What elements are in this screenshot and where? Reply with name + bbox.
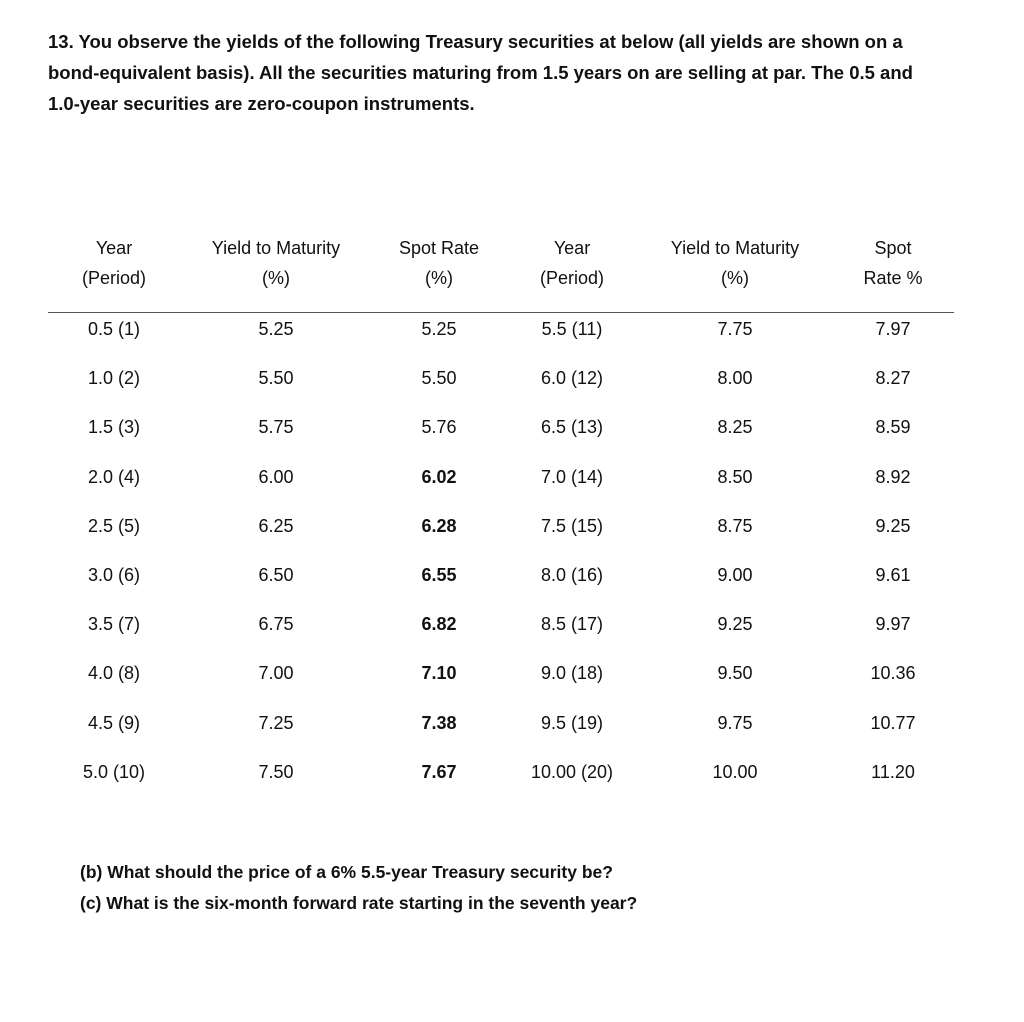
table-cell-r5-c5: 8.75 [717,516,753,536]
table-cell-r10-c3: 7.67 [421,762,457,782]
problem-line-2: bond-equivalent basis). All the securities maturing from 1.5 years on are selling at par. The 0.5 and [48,62,913,83]
table-cell-r5-c6: 9.25 [875,516,911,536]
table-cell-r8-c4: 9.0 (18) [540,663,604,683]
table-cell-r1-c4: 5.5 (11) [541,319,603,339]
table-cell-r4-c2: 6.00 [258,467,294,487]
table-cell-r8-c2: 7.00 [258,663,294,683]
header-spot-rate-2-2: Rate % [863,268,923,288]
table-cell-r5-c1: 2.5 (5) [87,516,141,536]
table-cell-r1-c6: 7.97 [875,319,911,339]
problem-line-1: 13. You observe the yields of the following Treasury securities at below (all yields are shown on a [48,31,903,52]
header-yield-to-maturity-2-2: (%) [721,268,749,288]
question-b: (b) What should the price of a 6% 5.5-year Treasury security be? [80,862,613,882]
table-cell-r7-c3: 6.82 [421,614,457,634]
table-cell-r9-c6: 10.77 [870,713,916,733]
table-cell-r1-c2: 5.25 [258,319,294,339]
header-spot-rate-2: (%) [425,268,453,288]
questions [80,857,637,919]
table-cell-r10-c5: 10.00 [712,762,758,782]
table-cell-r6-c3: 6.55 [421,565,457,585]
table-cell-r10-c6: 11.20 [871,762,915,782]
table-cell-r1-c3: 5.25 [421,319,457,339]
header-year-period-1: Year [95,238,133,258]
table-cell-r4-c4: 7.0 (14) [540,467,604,487]
table-cell-r6-c1: 3.0 (6) [87,565,141,585]
header-year-period-2: (Period) [81,268,147,288]
question-c: (c) What is the six-month forward rate starting in the seventh year? [80,893,638,913]
table-cell-r5-c3: 6.28 [421,516,457,536]
table-cell-r9-c1: 4.5 (9) [87,713,141,733]
table-cell-r3-c4: 6.5 (13) [540,417,604,437]
table-cell-r3-c6: 8.59 [875,417,911,437]
table-cell-r1-c1: 0.5 (1) [87,319,141,339]
table-cell-r3-c3: 5.76 [421,417,457,437]
table-header-rule [48,312,954,313]
table-cell-r6-c5: 9.00 [717,565,753,585]
table-cell-r1-c5: 7.75 [717,319,753,339]
table-cell-r8-c1: 4.0 (8) [87,663,141,683]
table-cell-r8-c6: 10.36 [870,663,916,683]
table-cell-r4-c5: 8.50 [717,467,753,487]
table-cell-r6-c4: 8.0 (16) [540,565,604,585]
table-cell-r8-c3: 7.10 [421,663,457,683]
table-cell-r7-c6: 9.97 [875,614,911,634]
table-cell-r2-c4: 6.0 (12) [540,368,604,388]
table-cell-r2-c6: 8.27 [875,368,911,388]
table-cell-r10-c1: 5.0 (10) [82,762,146,782]
table-cell-r10-c4: 10.00 (20) [530,762,614,782]
table-cell-r6-c6: 9.61 [875,565,911,585]
table-cell-r3-c1: 1.5 (3) [87,417,141,437]
table-cell-r7-c1: 3.5 (7) [87,614,141,634]
table-cell-r6-c2: 6.50 [258,565,294,585]
table-cell-r2-c2: 5.50 [258,368,294,388]
header-yield-to-maturity-2-1: Yield to Maturity [670,238,800,258]
table-cell-r4-c3: 6.02 [421,467,457,487]
table-cell-r3-c2: 5.75 [258,417,294,437]
table-cell-r5-c4: 7.5 (15) [540,516,604,536]
table-cell-r9-c5: 9.75 [717,713,753,733]
header-year-period-2-2: (Period) [539,268,605,288]
table-cell-r9-c3: 7.38 [421,713,457,733]
header-year-period-2-1: Year [553,238,591,258]
table-cell-r9-c2: 7.25 [258,713,294,733]
table-cell-r2-c3: 5.50 [421,368,457,388]
header-spot-rate-1: Spot Rate [398,238,480,258]
table-cell-r7-c2: 6.75 [258,614,294,634]
table-cell-r5-c2: 6.25 [258,516,294,536]
table-cell-r2-c5: 8.00 [717,368,753,388]
problem-statement [48,26,988,119]
table-cell-r10-c2: 7.50 [258,762,294,782]
table-cell-r7-c4: 8.5 (17) [540,614,604,634]
header-spot-rate-2-1: Spot [874,238,912,258]
table-cell-r4-c1: 2.0 (4) [87,467,141,487]
table-cell-r3-c5: 8.25 [717,417,753,437]
header-yield-to-maturity-1: Yield to Maturity [211,238,341,258]
table-cell-r8-c5: 9.50 [717,663,753,683]
table-cell-r9-c4: 9.5 (19) [540,713,604,733]
header-yield-to-maturity-2: (%) [262,268,290,288]
table-cell-r2-c1: 1.0 (2) [87,368,141,388]
problem-line-3: 1.0-year securities are zero-coupon instruments. [48,93,475,114]
table-cell-r4-c6: 8.92 [875,467,911,487]
table-cell-r7-c5: 9.25 [717,614,753,634]
